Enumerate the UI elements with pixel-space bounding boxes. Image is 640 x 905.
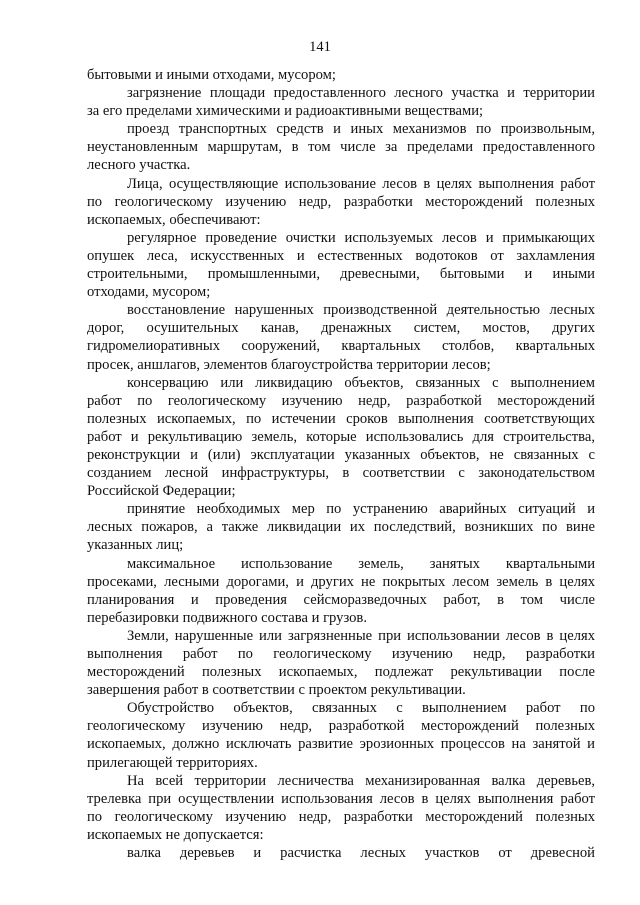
paragraph [47,772,595,844]
paragraph [47,374,595,501]
text-line: бытовыми и иными отходами, мусором; [87,67,336,83]
text-line: завершения работ в соответствии с проектом рекультивации. [87,682,466,699]
paragraph [47,555,595,627]
text-line: ископаемых не допускается: [87,826,264,843]
text-line: дорог, осушительных канав, дренажных систем, мостов, других [87,320,595,337]
text-line: выполнения работ по геологическому изучению недр, разработки [87,646,595,662]
text-line: регулярное проведение очистки используемых лесов и примыкающих [127,229,595,246]
text-line: геологическому изучению недр, разработкой месторождений полезных [87,718,595,735]
text-line: консервацию или ликвидацию объектов, связанных с выполнением [127,374,595,391]
text-line: ископаемых, обеспечивают: [87,211,261,228]
text-line: Лица, осуществляющие использование лесов в целях выполнения работ [127,175,595,192]
paragraph [47,120,595,174]
paragraph [47,301,595,373]
text-line: загрязнение площади предоставленного лесного участка и территории [127,85,595,102]
text-line: На всей территории лесничества механизированная валка деревьев, [127,772,595,789]
text-line: планирования и проведения сейсморазведочных работ, в том числе [87,591,595,608]
text-line: за его пределами химическими и радиоактивными веществами; [87,103,484,120]
document-body [47,66,595,862]
text-line: прилегающей территориях. [87,754,258,771]
text-line: Обустройство объектов, связанных с выполнением работ по [127,700,595,717]
text-line: реконструкции и (или) эксплуатации указанных объектов, не связанных с [87,446,595,463]
text-line: максимальное использование земель, занятых квартальными [127,555,595,572]
text-line: опушек леса, искусственных и естественных водотоков от захламления [87,247,595,264]
text-line: работ по геологическому изучению недр, разработкой месторождений [87,392,595,409]
page-number: 141 [309,39,331,55]
text-line: по геологическому изучению недр, разработки месторождений полезных [87,193,595,210]
text-line: месторождений полезных ископаемых, подлежат рекультивации после [87,664,595,681]
text-line: валка деревьев и расчистка лесных участков от древесной [127,845,595,862]
text-line: гидромелиоративных сооружений, квартальных столбов, квартальных [87,338,595,355]
text-line: строительными, промышленными, древесными, бытовыми и иными [87,266,595,283]
text-line: Земли, нарушенные или загрязненные при использовании лесов в целях [127,627,595,644]
text-line: просек, аншлагов, элементов благоустройства территории лесов; [87,356,491,373]
text-line: лесных пожаров, а также ликвидации их последствий, возникших по вине [87,519,595,536]
text-line: работ и рекультивацию земель, которые использовались для строительства, [87,428,595,445]
text-line: просеками, лесными дорогами, и других не покрытых лесом земель в целях [87,573,595,590]
text-line: ископаемых, должно исключать развитие эрозионных процессов на занятой и [87,736,595,753]
text-line: неустановленным маршрутам, в том числе за пределами предоставленного [87,139,595,156]
paragraph [47,844,595,862]
paragraph [47,627,595,699]
paragraph [47,175,595,229]
paragraph [47,84,595,120]
text-line: проезд транспортных средств и иных механизмов по произвольным, [127,121,595,138]
paragraph [47,66,595,84]
text-line: восстановление нарушенных производственной деятельностью лесных [127,302,595,319]
paragraph [47,229,595,301]
text-line: лесного участка. [87,157,191,174]
text-line: указанных лиц; [87,537,184,554]
text-line: перебазировки подвижного состава и грузов. [87,609,367,626]
text-line: созданием лесной инфраструктуры, в соответствии с законодательством [87,465,595,482]
paragraph [47,500,595,554]
text-line: отходами, мусором; [87,284,211,301]
text-line: принятие необходимых мер по устранению аварийных ситуаций и [127,501,595,518]
text-line: по геологическому изучению недр, разработки месторождений полезных [87,808,595,825]
text-line: трелевка при осуществлении использования лесов в целях выполнения работ [87,790,595,807]
text-line: полезных ископаемых, по истечении сроков выполнения соответствующих [87,410,595,427]
paragraph [47,699,595,771]
text-line: Российской Федерации; [87,483,236,500]
